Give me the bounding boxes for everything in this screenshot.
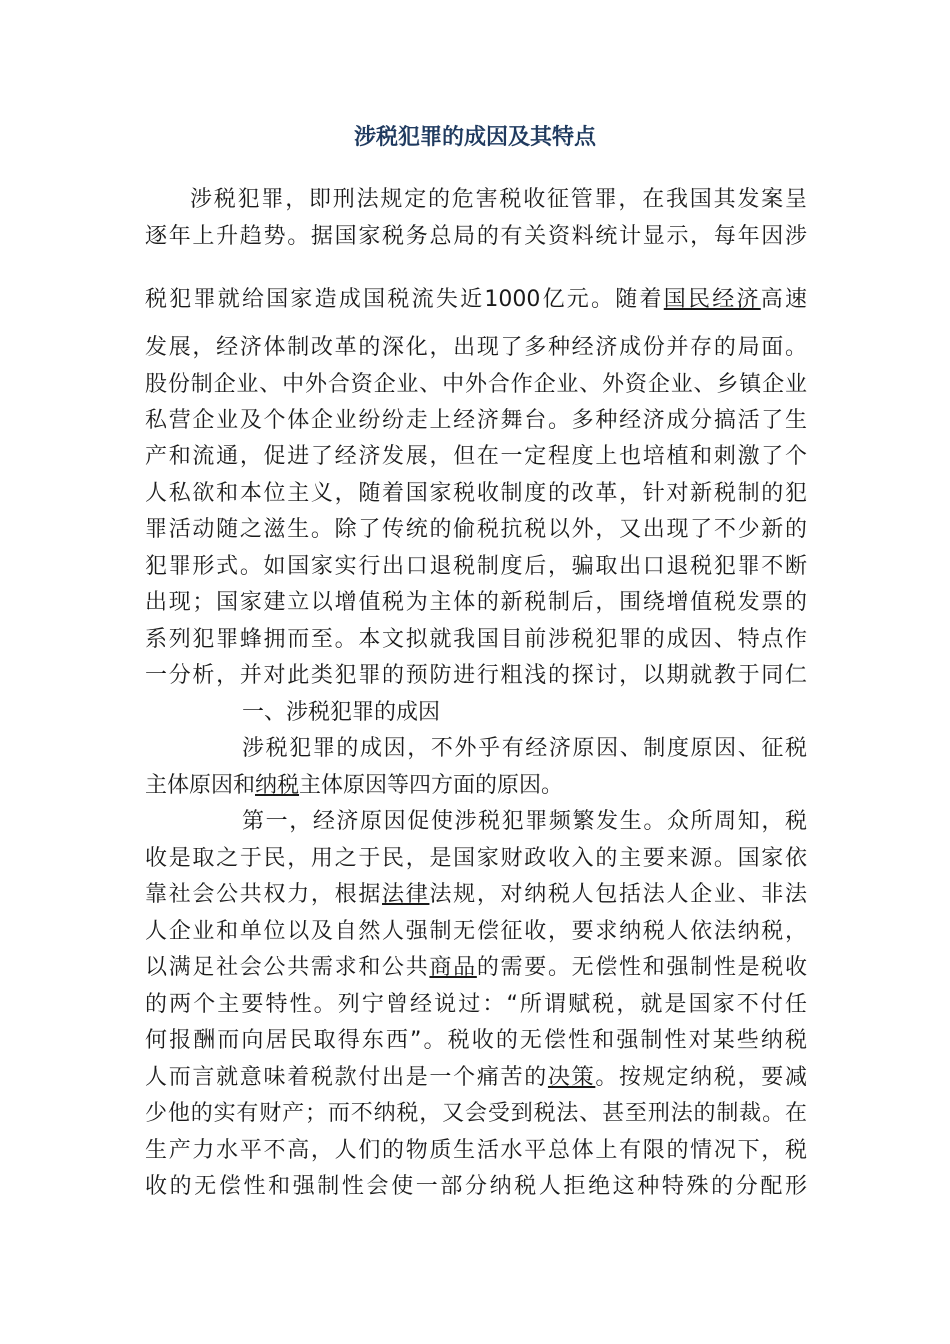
link-law[interactable]: 法律 xyxy=(382,882,430,907)
line-text: 。按规定纳税，要减 xyxy=(595,1065,807,1090)
paragraph-line xyxy=(145,1061,807,1095)
line-text: 主体原因和 xyxy=(145,773,256,798)
paragraph-line: 的两个主要特性。列宁曾经说过：“所谓赋税，就是国家不付任 xyxy=(145,992,807,1017)
paragraph-line: 产和流通，促进了经济发展，但在一定程度上也培植和刺激了个 xyxy=(145,444,807,469)
line-text: 以满足社会公共需求和公共 xyxy=(145,955,430,980)
paragraph-line: 收的无偿性和强制性会使一部分纳税人拒绝这种特殊的分配形 xyxy=(145,1174,807,1199)
link-taxpaying[interactable]: 纳税 xyxy=(255,773,300,798)
document-title: 涉税犯罪的成因及其特点 xyxy=(353,124,596,150)
paragraph-line: 收是取之于民，用之于民，是国家财政收入的主要来源。国家依 xyxy=(145,846,807,871)
paragraph-line: 何报酬而向居民取得东西”。税收的无偿性和强制性对某些纳税 xyxy=(145,1028,807,1053)
paragraph-line: 逐年上升趋势。据国家税务总局的有关资料统计显示，每年因涉 xyxy=(145,224,807,249)
paragraph-line: 罪活动随之滋生。除了传统的偷税抗税以外，又出现了不少新的 xyxy=(145,517,807,542)
paragraph-line xyxy=(145,878,807,912)
paragraph-line xyxy=(145,769,807,803)
line-text: 的需要。无偿性和强制性是税收 xyxy=(476,955,807,980)
paragraph-line: 股份制企业、中外合资企业、中外合作企业、外资企业、乡镇企业 xyxy=(145,372,807,397)
line-text: 高速 xyxy=(760,287,807,312)
line-text: 税犯罪就给国家造成国税流失近1000亿元。随着 xyxy=(145,287,664,312)
paragraph-line xyxy=(145,951,807,985)
paragraph-line: 一分析，并对此类犯罪的预防进行粗浅的探讨，以期就教于同仁 xyxy=(145,663,807,688)
link-commodity[interactable]: 商品 xyxy=(429,955,477,980)
paragraph-line: 系列犯罪蜂拥而至。本文拟就我国目前涉税犯罪的成因、特点作 xyxy=(145,627,807,652)
paragraph-line: 发展，经济体制改革的深化，出现了多种经济成份并存的局面。 xyxy=(145,335,807,360)
paragraph-line: 出现；国家建立以增值税为主体的新税制后，围绕增值税发票的 xyxy=(145,590,807,615)
paragraph-line xyxy=(145,283,807,317)
paragraph-line: 涉税犯罪，即刑法规定的危害税收征管罪，在我国其发案呈 xyxy=(190,187,807,212)
paragraph-line: 涉税犯罪的成因，不外乎有经济原因、制度原因、征税 xyxy=(242,736,807,761)
link-national-economy[interactable]: 国民经济 xyxy=(663,287,761,312)
link-decision[interactable]: 决策 xyxy=(547,1065,596,1090)
line-text: 法规，对纳税人包括法人企业、非法 xyxy=(429,882,807,907)
paragraph-line: 少他的实有财产；而不纳税，又会受到税法、甚至刑法的制裁。在 xyxy=(145,1101,807,1126)
line-text: 人而言就意味着税款付出是一个痛苦的 xyxy=(145,1065,548,1090)
section-heading: 一、涉税犯罪的成因 xyxy=(242,700,441,725)
paragraph-line: 犯罪形式。如国家实行出口退税制度后，骗取出口退税犯罪不断 xyxy=(145,554,807,579)
paragraph-line: 人企业和单位以及自然人强制无偿征收，要求纳税人依法纳税， xyxy=(145,919,807,944)
paragraph-line: 人私欲和本位主义，随着国家税收制度的改革，针对新税制的犯 xyxy=(145,481,807,506)
paragraph-line: 生产力水平不高，人们的物质生活水平总体上有限的情况下，税 xyxy=(145,1138,807,1163)
line-text: 主体原因等四方面的原因。 xyxy=(299,773,564,798)
paragraph-line: 私营企业及个体企业纷纷走上经济舞台。多种经济成分搞活了生 xyxy=(145,408,807,433)
paragraph-line: 第一，经济原因促使涉税犯罪频繁发生。众所周知，税 xyxy=(242,809,807,834)
line-text: 靠社会公共权力，根据 xyxy=(145,882,383,907)
